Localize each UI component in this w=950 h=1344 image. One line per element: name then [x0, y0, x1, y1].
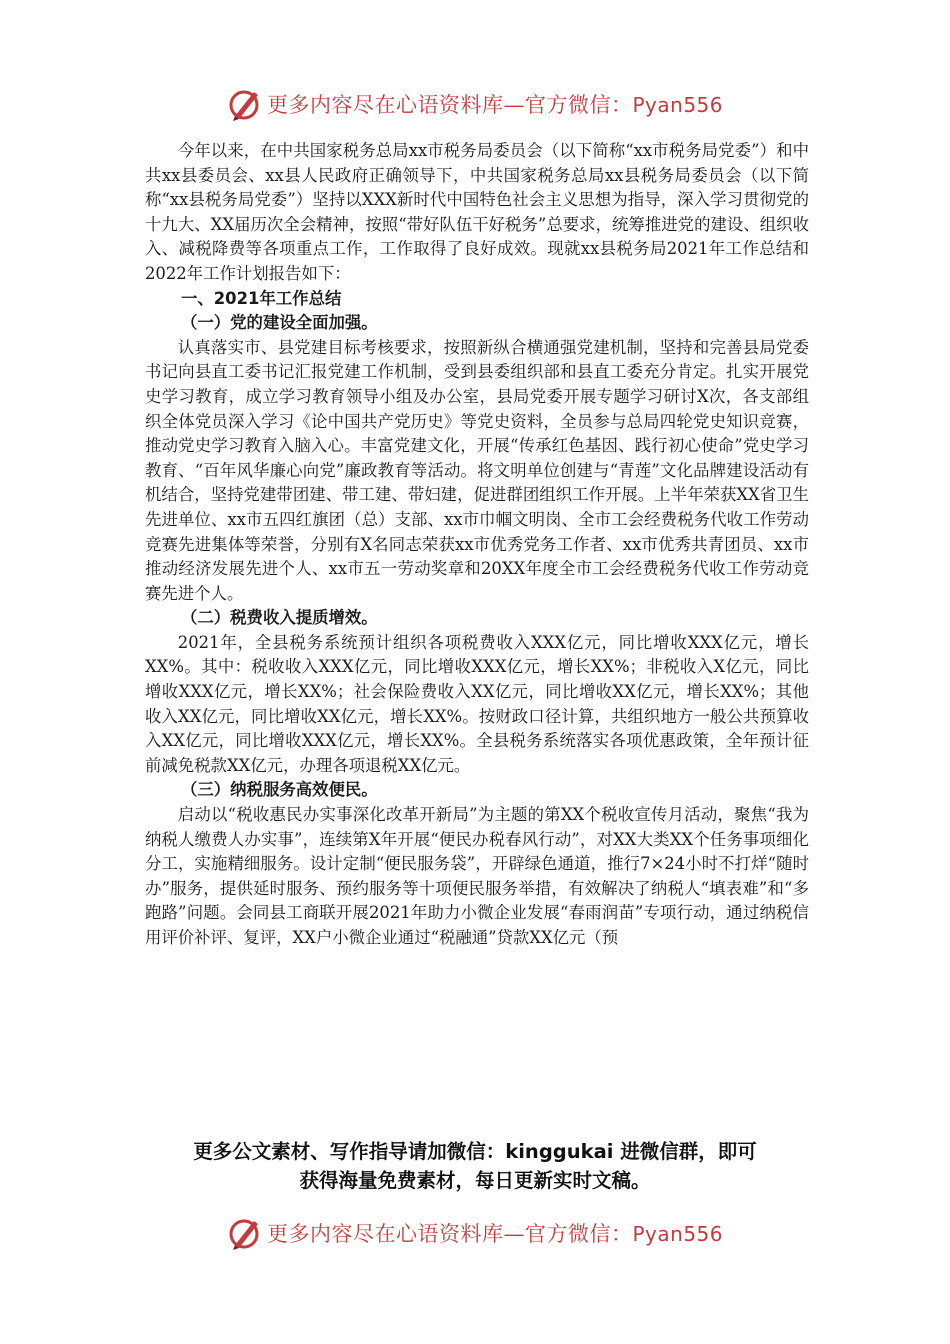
- subsection-heading: （三）纳税服务高效便民。: [181, 780, 378, 800]
- banner-text: 更多内容尽在心语资料库—官方微信：Pyan556: [266, 93, 723, 117]
- subsection-heading: （一）党的建设全面加强。: [181, 313, 378, 333]
- promo-line-2: 获得海量免费素材，每日更新实时文稿。: [299, 1169, 651, 1192]
- banner-text: 更多内容尽在心语资料库—官方微信：Pyan556: [266, 1222, 723, 1246]
- banner-wechat-id: Pyan556: [632, 93, 723, 117]
- paragraph: 2021年，全县税务系统预计组织各项税费收入XXX亿元，同比增收XXX亿元，增长XX%。其中：税收收入XXX亿元，同比增收XXX亿元，增长XX%；非税收入X亿元，同比增收XXX亿元，增长XX%；社会保险费收入XX亿元，同比增收XX亿元，增长XX%；其他收入XX亿元，同比增收XX亿元，增长XX%。按财政口径计算，共组织地方一般公共预算收入XX亿元，同比增收XXX亿元，增长XX%。全县税务系统落实各项优惠政策，全年预计征前减免税款XX亿元，办理各项退税XX亿元。: [145, 632, 809, 775]
- pen-logo-icon: [227, 86, 263, 122]
- intro-paragraph: 今年以来，在中共国家税务总局xx市税务局委员会（以下简称“xx市税务局党委”）和中共xx县委员会、xx县人民政府正确领导下，中共国家税务总局xx县税务局委员会（以下简称“xx县税务局党委”）坚持以XXX新时代中国特色社会主义思想为指导，深入学习贯彻党的十九大、XX届历次全会精神，按照“带好队伍干好税务”总要求，统筹推进党的建设、组织收入、减税降费等各项重点工作，工作取得了良好成效。现就xx县税务局2021年工作总结和2022年工作计划报告如下：: [145, 141, 809, 283]
- banner-wechat-id: Pyan556: [632, 1222, 723, 1246]
- bottom-banner: [0, 1213, 950, 1253]
- paragraph: 启动以“税收惠民办实事深化改革开新局”为主题的第XX个税收宣传月活动，聚焦“我为纳税人缴费人办实事”，连续第X年开展“便民办税春风行动”，对XX大类XX个任务事项细化分工，实施精细服务。设计定制“便民服务袋”，开辟绿色通道，推行7×24小时不打烊“随时办”服务，提供延时服务、预约服务等十项便民服务举措，有效解决了纳税人“填表难”和“多跑路”问题。会同县工商联开展2021年助力小微企业发展“春雨润苗”专项行动，通过纳税信用评价补评、复评，XX户小微企业通过“税融通”贷款XX亿元（预: [145, 805, 809, 947]
- paragraph: 认真落实市、县党建目标考核要求，按照新纵合横通强党建机制，坚持和完善县局党委书记向县直工委书记汇报党建工作机制，受到县委组织部和县直工委充分肯定。扎实开展党史学习教育，成立学习教育领导小组及办公室，县局党委开展专题学习研讨X次，各支部组织全体党员深入学习《论中国共产党历史》等党史资料，全员参与总局四轮党史知识竞赛，推动党史学习教育入脑入心。丰富党建文化，开展“传承红色基因、践行初心使命”党史学习教育、“百年风华廉心向党”廉政教育等活动。将文明单位创建与“青莲”文化品牌建设活动有机结合，坚持党建带团建、带工建、带妇建，促进群团组织工作开展。上半年荣获XX省卫生先进单位、xx市五四红旗团（总）支部、xx市巾帼文明岗、全市工会经费税务代收工作劳动竞赛先进集体等荣誉，分别有X名同志荣获xx市优秀党务工作者、xx市优秀共青团员、xx市推动经济发展先进个人、xx市五一劳动奖章和20XX年度全市工会经费税务代收工作劳动竞赛先进个人。: [145, 337, 809, 603]
- document-body: [145, 139, 809, 951]
- section-heading: 一、2021年工作总结: [181, 288, 342, 308]
- subsection-heading: （二）税费收入提质增效。: [181, 608, 378, 628]
- pen-logo-icon: [227, 1215, 263, 1251]
- promo-line-1: 更多公文素材、写作指导请加微信：kinggukai 进微信群，即可: [193, 1140, 757, 1163]
- top-banner: [0, 84, 950, 124]
- promo-notice: [0, 1137, 950, 1195]
